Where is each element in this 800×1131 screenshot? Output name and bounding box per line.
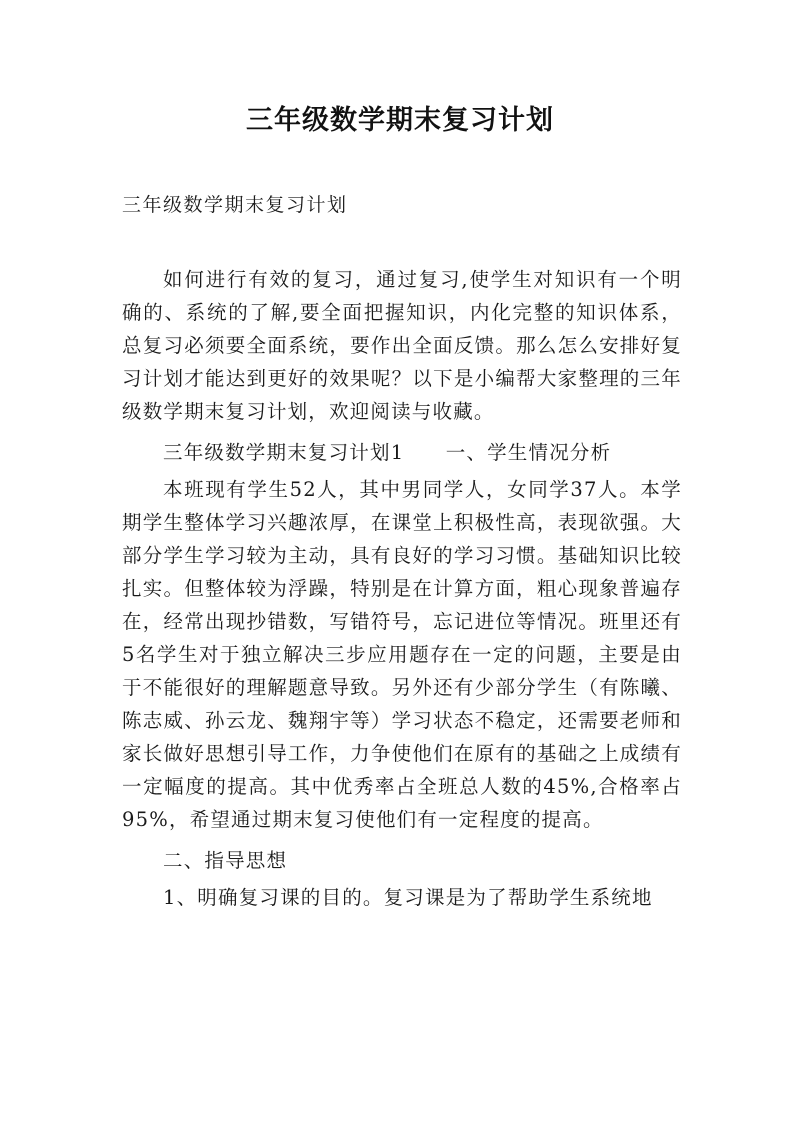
intro-paragraph: 如何进行有效的复习，通过复习,使学生对知识有一个明确的、系统的了解,要全面把握知识，内化完整的知识体系，总复习必须要全面系统，要作出全面反馈。那么怎么安排好复习计划才能达到更好的效果呢？以下是小编帮大家整理的三年级数学期末复习计划，欢迎阅读与收藏。 [122,268,682,423]
document-body [122,263,682,918]
section-heading-guiding-ideas: 二、指导思想 [163,849,288,872]
document-subtitle: 三年级数学期末复习计划 [122,194,348,216]
section-heading-plan-1: 三年级数学期末复习计划1 一、学生情况分析 [163,441,612,464]
student-analysis-paragraph: 本班现有学生52人，其中男同学人，女同学37人。本学期学生整体学习兴趣浓厚，在课堂上积极性高，表现欲强。大部分学生学习较为主动，具有良好的学习习惯。基础知识比较扎实。但整体较为浮躁，特别是在计算方面，粗心现象普遍存在，经常出现抄错数，写错符号，忘记进位等情况。班里还有5名学生对于独立解决三步应用题存在一定的问题，主要是由于不能很好的理解题意导致。另外还有少部分学生（有陈曦、陈志威、孙云龙、魏翔宇等）学习状态不稳定，还需要老师和家长做好思想引导工作，力争使他们在原有的基础之上成绩有一定幅度的提高。其中优秀率占全班总人数的45%,合格率占95%，希望通过期末复习使他们有一定程度的提高。 [122,478,682,831]
document-title: 三年级数学期末复习计划 [246,105,554,136]
guiding-point-1: 1、明确复习课的目的。复习课是为了帮助学生系统地 [163,886,653,909]
